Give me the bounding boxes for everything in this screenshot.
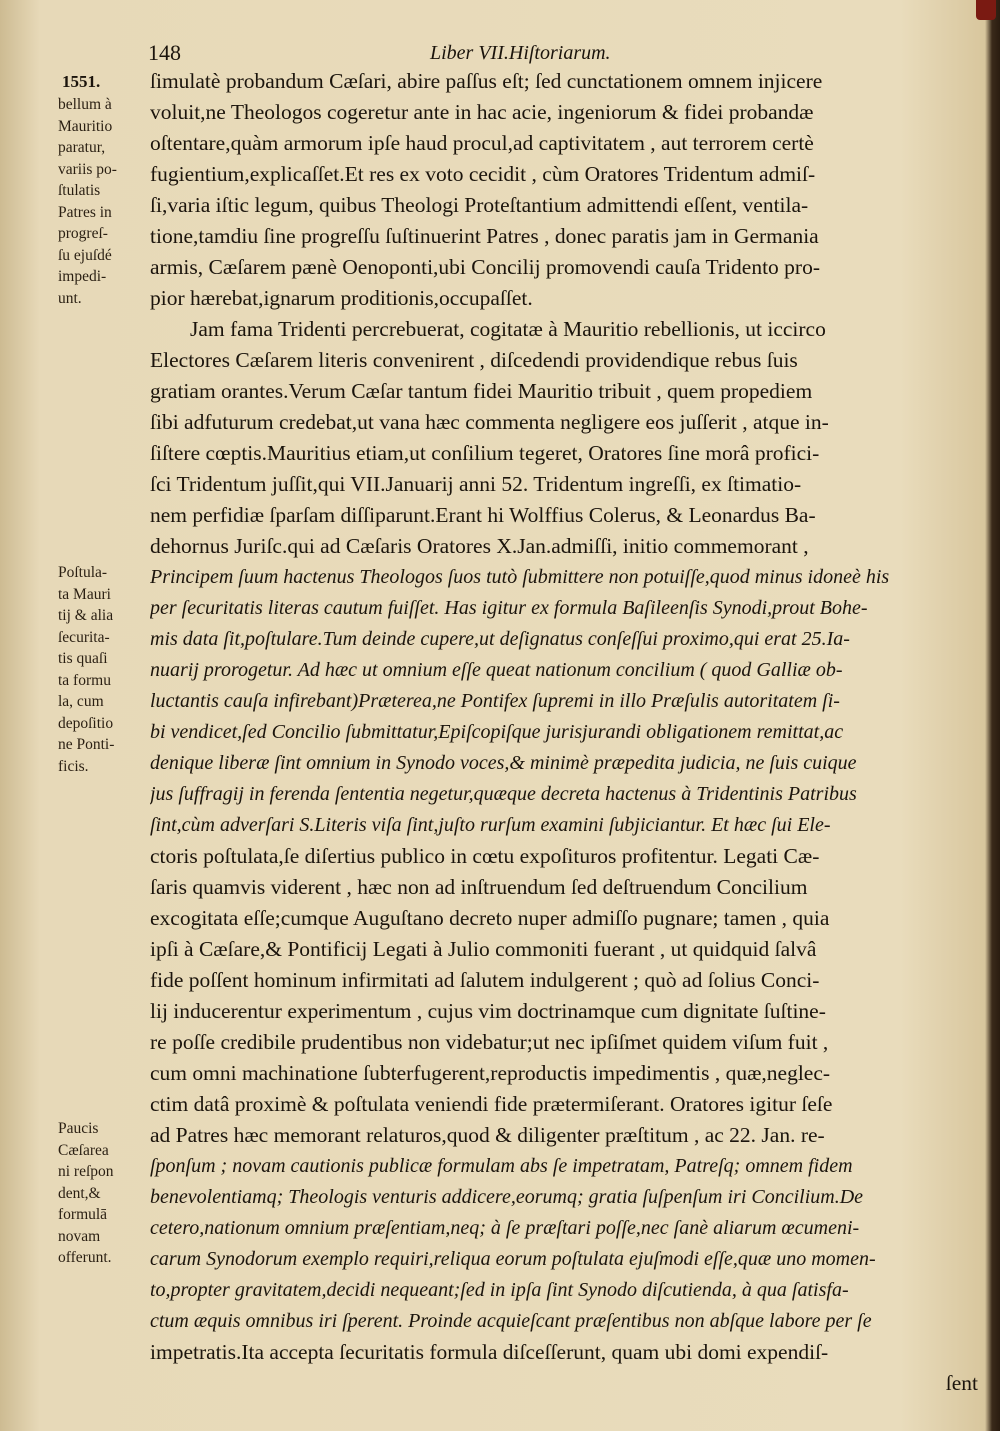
margin-note-1 <box>58 94 150 309</box>
margin-line: ta Mauri <box>58 585 111 603</box>
text-line: to,propter gravitatem,decidi nequeant;ſed in ipſa ſint Synodo diſcutienda, à qua ſatisfa- <box>150 1279 849 1301</box>
margin-line: Cæſarea <box>58 1141 109 1159</box>
running-title: Liber VII.Hiſtoriarum. <box>430 42 611 64</box>
text-line: ad Patres hæc memorant relaturos,quod & diligenter præſtitum , ac 22. Jan. re- <box>150 1123 825 1147</box>
margin-line: variis po- <box>58 160 117 178</box>
text-line: re poſſe credibile prudentibus non videbatur;ut nec ipſiſmet quidem viſum fuit , <box>150 1030 829 1054</box>
text-line: ſi,varia iſtic legum, quibus Theologi Proteſtantium admittendi eſſent, ventila- <box>150 193 809 217</box>
text-line: ſaris quamvis viderent , hæc non ad inſtruendum ſed deſtruendum Concilium <box>150 875 808 899</box>
text-line: jus ſuffragij in ferenda ſententia negetur,quæque decreta hactenus à Tridentinis Patribus <box>150 783 857 805</box>
margin-line: ſu ejuſdé <box>58 246 112 264</box>
margin-line: Mauritio <box>58 117 113 135</box>
margin-line: progreſ- <box>58 225 108 242</box>
margin-line: ſecurita- <box>58 628 110 646</box>
margin-line: Patres in <box>58 203 112 221</box>
margin-line: ta formu <box>58 671 111 689</box>
text-line: tione,tamdiu ſine progreſſu ſuſtinuerint Patres , donec paratis jam in Germania <box>150 224 819 248</box>
text-line: denique liberæ ſint omnium in Synodo voces,& minimè præpedita judicia, ne ſuis cuique <box>150 752 857 774</box>
text-line: bi vendicet,ſed Concilio ſubmittatur,Epiſcopiſque jurisjurandi obligationem remittat,ac <box>150 721 844 743</box>
text-line: ſponſum ; novam cautionis publicæ formulam abs ſe impetratam, Patreſq; omnem fidem <box>150 1155 853 1177</box>
margin-line: ſtulatis <box>58 182 101 199</box>
text-line: Jam fama Tridenti percrebuerat, cogitatæ à Mauritio rebellionis, ut iccirco <box>190 317 826 341</box>
margin-line: ne Ponti- <box>58 736 115 753</box>
text-line: fugientium,explicaſſet.Et res ex voto cecidit , cùm Oratores Tridentum admiſ- <box>150 162 816 186</box>
catchword: ſent <box>945 1371 978 1395</box>
margin-line: ni reſpon <box>58 1163 114 1180</box>
margin-line: ficis. <box>58 757 89 775</box>
margin-line: paratur, <box>58 139 106 156</box>
text-line: luctantis cauſa infirebant)Præterea,ne Pontifex ſupremi in illo Præſulis autoritatem ſi- <box>150 690 840 712</box>
margin-line: tis quaſi <box>58 650 108 667</box>
text-line: Electores Cæſarem literis convenirent , diſcedendi providendique rebus ſuis <box>150 348 798 372</box>
text-line: ipſi à Cæſare,& Pontificij Legati à Julio commoniti fuerant , ut quidquid ſalvâ <box>150 937 817 961</box>
margin-line: Paucis <box>58 1120 99 1137</box>
text-line: excogitata eſſe;cumque Auguſtano decreto nuper admiſſo pugnare; tamen , quia <box>150 906 830 930</box>
text-line: ſint,cùm adverſari S.Literis viſa ſint,juſto rurſum examini ſubjiciantur. Et hæc ſui Ele- <box>150 814 831 836</box>
margin-note-3 <box>58 1118 150 1269</box>
text-line: pior hærebat,ignarum proditionis,occupaſſet. <box>150 286 533 310</box>
text-line: impetratis.Ita accepta ſecuritatis formula diſceſſerunt, quam ubi domi expendiſ- <box>150 1340 829 1364</box>
text-line: lij inducerentur experimentum , cujus vim doctrinamque cum dignitate ſuſtine- <box>150 999 826 1023</box>
text-line: per ſecuritatis literas cautum fuiſſet. Has igitur ex formula Baſileenſis Synodi,prout Bohe- <box>150 597 868 619</box>
text-line: ſiſtere cœptis.Mauritius etiam,ut conſilium tegeret, Oratores ſine morâ profici- <box>150 441 820 465</box>
margin-line: depoſitio <box>58 714 114 732</box>
margin-line: novam <box>58 1227 101 1245</box>
text-line: gratiam orantes.Verum Cæſar tantum fidei Mauritio tribuit , quem propediem <box>150 379 813 403</box>
margin-line: tij & alia <box>58 607 114 624</box>
text-line: oſtentare,quàm armorum ipſe haud procul,ad captivitatem , aut terrorem certè <box>150 131 814 155</box>
page-number: 148 <box>148 40 181 65</box>
text-line: armis, Cæſarem pænè Oenoponti,ubi Concilij promovendi cauſa Tridento pro- <box>150 255 820 279</box>
margin-line: bellum à <box>58 96 112 113</box>
margin-line: unt. <box>58 289 82 307</box>
margin-year: 1551. <box>62 72 101 91</box>
text-line: carum Synodorum exemplo requiri,reliqua eorum poſtulata ejuſmodi eſſe,quæ uno momen- <box>150 1248 876 1270</box>
text-line: dehornus Juriſc.qui ad Cæſaris Oratores X.Jan.admiſſi, initio commemorant , <box>150 534 809 558</box>
text-line: ſimulatè probandum Cæſari, abire paſſus eſt; ſed cunctationem omnem injicere <box>150 69 823 93</box>
margin-line: la, cum <box>58 693 104 710</box>
text-line: ſibi adfuturum credebat,ut vana hæc commenta negligere eos juſſerit , atque in- <box>150 410 829 434</box>
margin-note-2 <box>58 562 150 777</box>
text-line: nuarij prorogetur. Ad hæc ut omnium eſſe queat nationum concilium ( quod Galliæ ob- <box>150 659 843 681</box>
text-line: cum omni machinatione ſubterfugerent,reproductis impedimentis , quæ,neglec- <box>150 1061 831 1085</box>
text-line: ctoris poſtulata,ſe diſertius publico in cœtu expoſituros profitentur. Legati Cæ- <box>150 844 820 868</box>
margin-line: impedi- <box>58 268 107 285</box>
text-line: ctum æquis omnibus iri ſperent. Proinde acquieſcant præſentibus non abſque labore per ſe <box>150 1310 872 1332</box>
margin-line: Poſtula- <box>58 564 108 581</box>
text-line: voluit,ne Theologos cogeretur ante in hac acie, ingeniorum & fidei probandæ <box>150 100 814 124</box>
text-line: benevolentiamq; Theologis venturis addicere,eorumq; gratia ſuſpenſum iri Concilium.De <box>150 1186 864 1208</box>
main-text <box>150 66 990 1399</box>
text-line: Principem ſuum hactenus Theologos ſuos tutò ſubmittere non potuiſſe,quod minus idoneè his <box>150 566 890 588</box>
text-line: ſci Tridentum juſſit,qui VII.Januarij anni 52. Tridentum ingreſſi, ex ſtimatio- <box>150 472 802 496</box>
text-line: mis data ſit,poſtulare.Tum deinde cupere,ut deſignatus conſeſſui proximo,qui erat 25.Ia- <box>150 628 850 650</box>
margin-line: offerunt. <box>58 1249 112 1266</box>
text-line: ctim datâ proximè & poſtulata veniendi fide prætermiſerant. Oratores igitur ſeſe <box>150 1092 833 1116</box>
text-line: fide poſſent hominum infirmitati ad ſalutem indulgerent ; quò ad ſolius Conci- <box>150 968 820 992</box>
text-line: cetero,nationum omnium præſentiam,neq; à ſe præſtari poſſe,nec ſanè aliarum œcumeni- <box>150 1217 860 1239</box>
text-line: nem perfidiæ ſparſam diſſiparunt.Erant hi Wolffius Colerus, & Leonardus Ba- <box>150 503 816 527</box>
margin-line: formulā <box>58 1206 108 1223</box>
page-edge-tab <box>976 0 996 20</box>
margin-line: dent,& <box>58 1184 101 1202</box>
